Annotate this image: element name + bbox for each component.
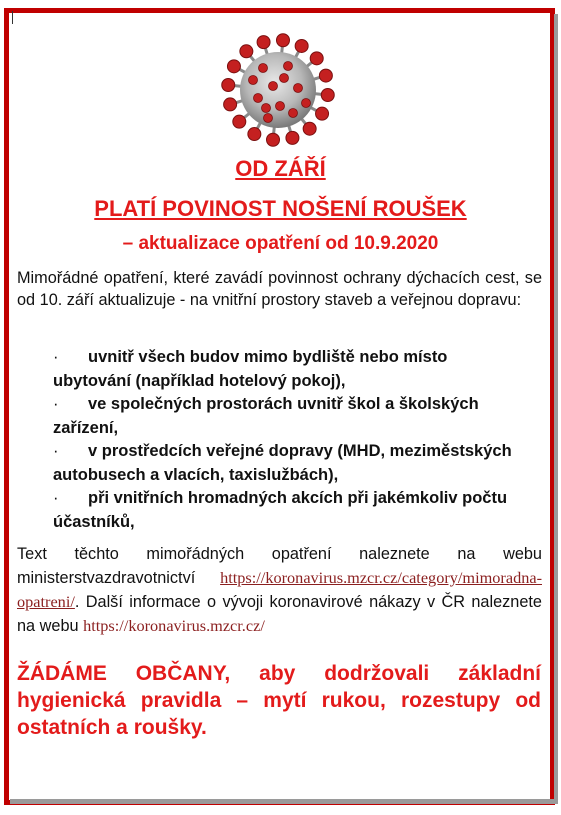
coronavirus-icon — [218, 28, 338, 153]
appeal-text: ŽÁDÁME OBČANY, aby dodržovali základní hygienická pravidla – mytí rukou, rozestupy od ostatních a roušky. — [17, 662, 541, 739]
ministry-link[interactable]: https://koronavirus.mzcr.cz/category/mimoradna-opatreni/ — [17, 568, 542, 611]
list-item-text: při vnitřních hromadných akcích při jakémkoliv počtu účastníků, — [53, 489, 508, 531]
list-item — [53, 346, 523, 393]
heading-line-3: – aktualizace opatření od 10.9.2020 — [122, 233, 439, 254]
list-item-text: uvnitř všech budov mimo bydliště nebo místo ubytování (například hotelový pokoj), — [53, 348, 448, 390]
heading-line-2: PLATÍ POVINOST NOŠENÍ ROUŠEK — [94, 196, 467, 221]
info-text: Text těchto mimořádných opatření naleznete na webu ministerstvazdravotnictví — [17, 545, 542, 587]
frame-shadow-right — [554, 14, 558, 804]
list-item-text: ve společných prostorách uvnitř škol a školských zařízení, — [53, 395, 479, 437]
info-paragraph — [17, 543, 542, 638]
intro-paragraph: Mimořádné opatření, které zavádí povinnost ochrany dýchacích cest, se od 10. září aktualizuje - na vnitřní prostory staveb a veřejnou dopravu: — [17, 269, 542, 309]
list-item — [53, 440, 523, 487]
text-cursor — [12, 11, 13, 24]
info-text-2: . Další informace o vývoji koronavirové nákazy v ČR naleznete na webu — [17, 593, 542, 635]
bullet-icon: · — [53, 395, 59, 413]
bullet-icon: · — [53, 442, 59, 460]
bullet-icon: · — [53, 489, 59, 507]
koronavirus-link[interactable]: https://koronavirus.mzcr.cz/ — [83, 616, 265, 635]
bullet-list — [53, 346, 523, 534]
heading-line-1: OD ZÁŘÍ — [235, 156, 326, 181]
bullet-icon: · — [53, 348, 59, 366]
list-item-text: v prostředcích veřejné dopravy (MHD, meziměstských autobusech a vlacích, taxislužbách), — [53, 442, 512, 484]
list-item — [53, 393, 523, 440]
list-item — [53, 487, 523, 534]
frame-shadow-bottom — [10, 799, 558, 804]
